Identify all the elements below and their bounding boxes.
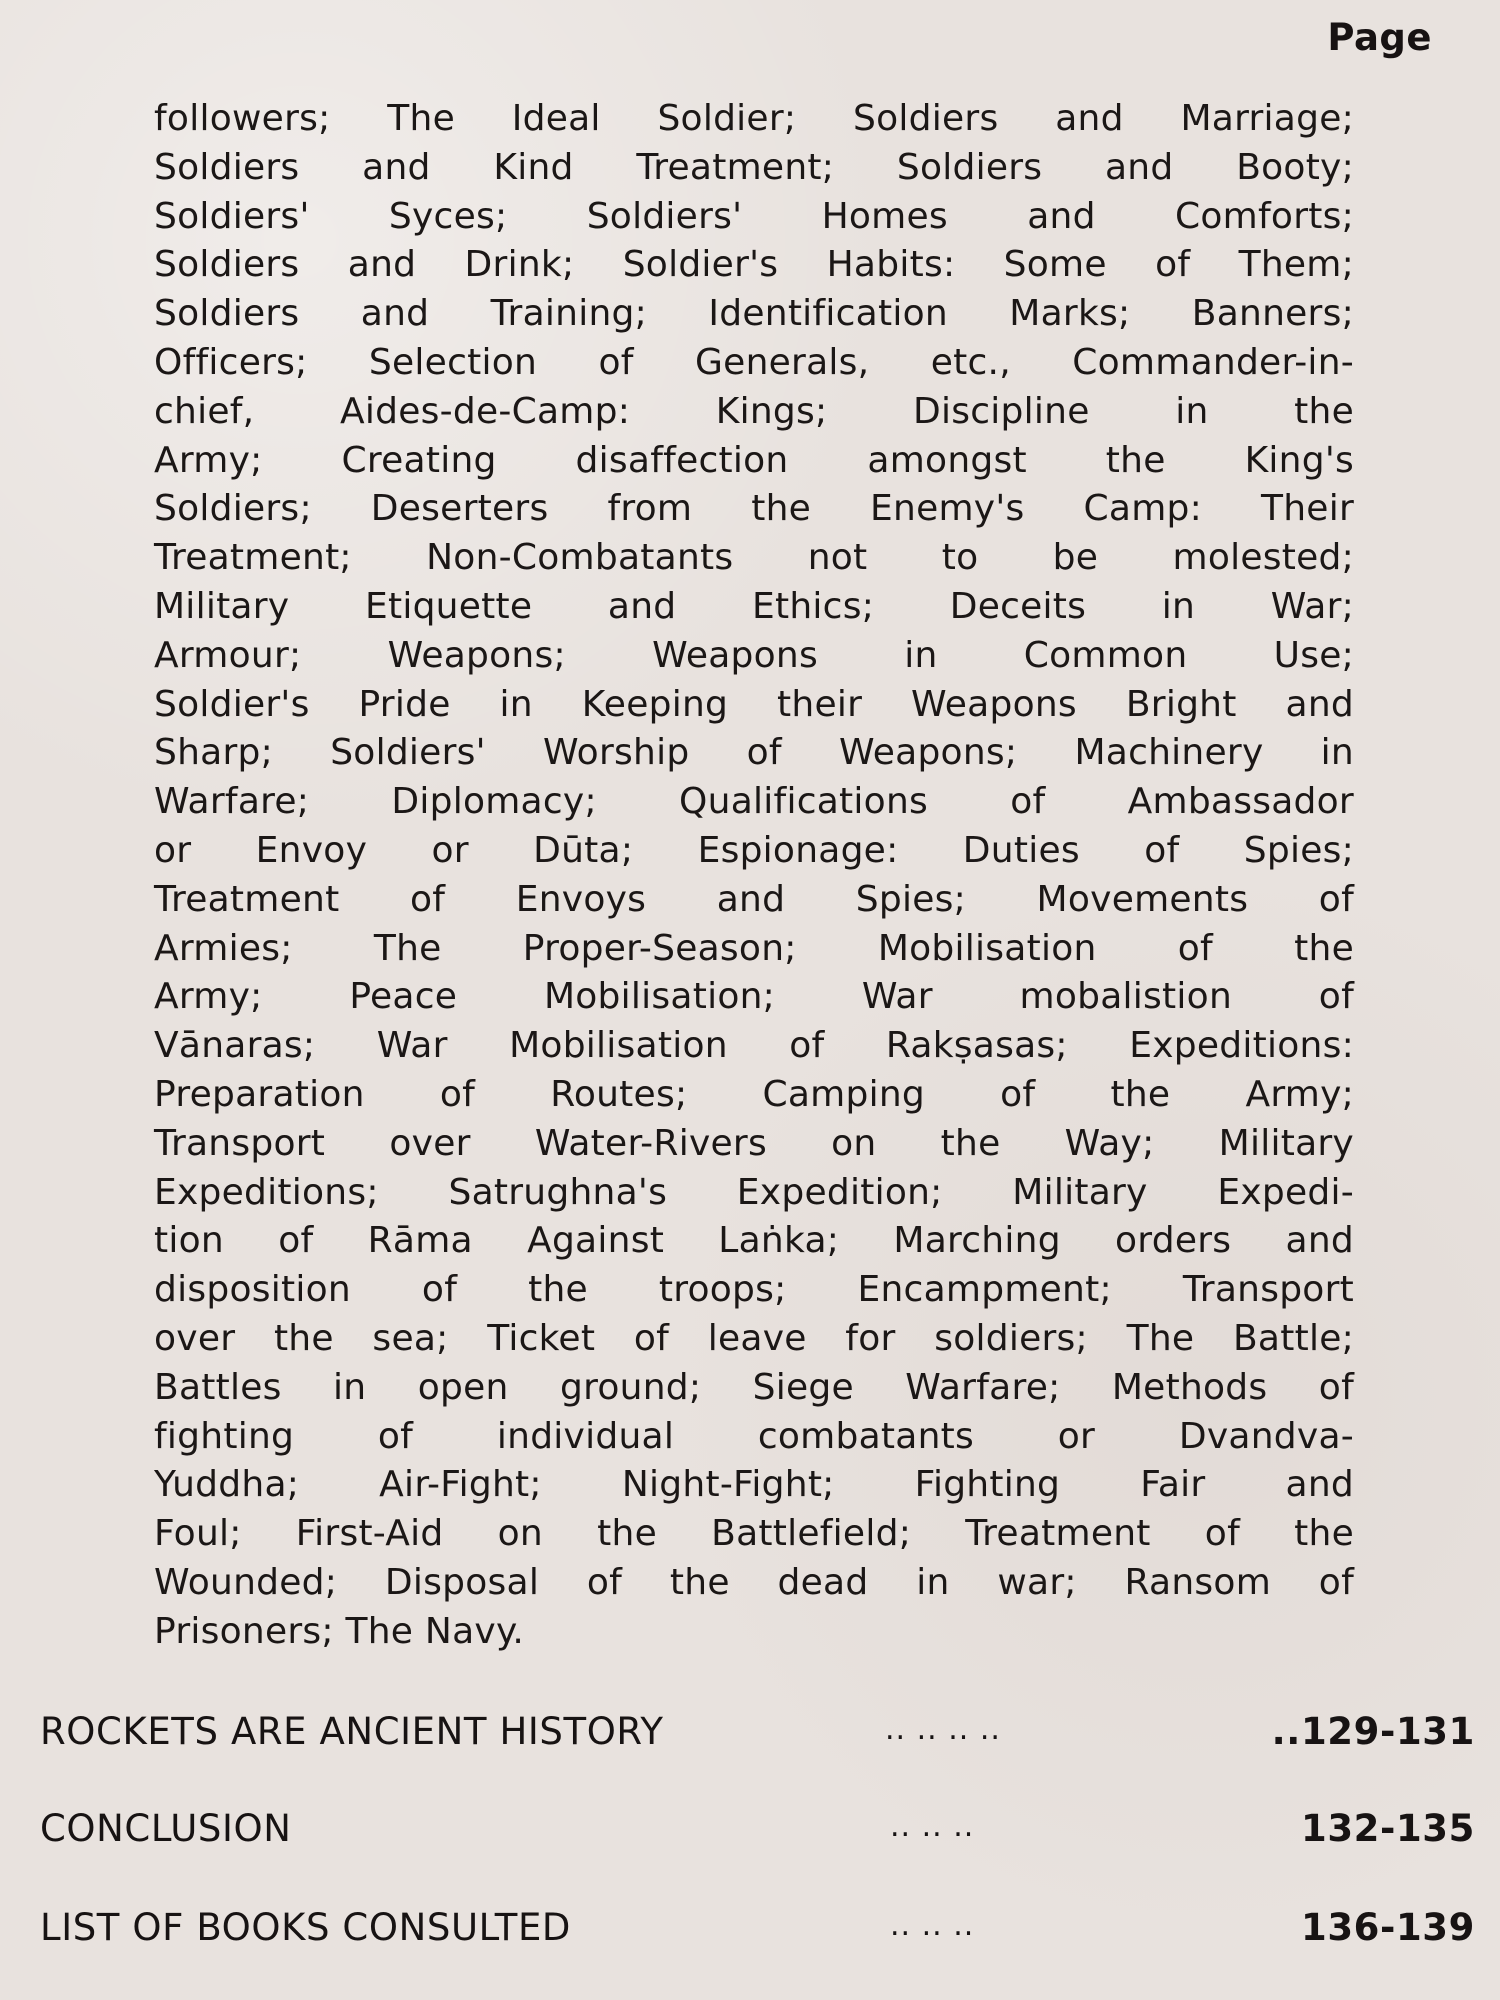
text-line: over the sea; Ticket of leave for soldiers; The Battle; [154, 1317, 1354, 1359]
text-line: Soldiers; Deserters from the Enemy's Camp: Their [154, 488, 1354, 530]
text-line: Armies; The Proper-Season; Mobilisation of the [154, 927, 1354, 969]
text-line: Soldiers and Drink; Soldier's Habits: Some of Them; [154, 244, 1354, 286]
text-line: Army; Creating disaffection amongst the King's [154, 439, 1354, 481]
toc-entry-title: ROCKETS ARE ANCIENT HISTORY [40, 1710, 664, 1753]
toc-page-range: 136-139 [1300, 1906, 1475, 1949]
text-line: Prisoners; The Navy. [154, 1610, 525, 1652]
text-line: Wounded; Disposal of the dead in war; Ransom of [154, 1561, 1354, 1603]
toc-entry-rockets [40, 1710, 1475, 1764]
text-line: Treatment; Non-Combatants not to be molested; [154, 537, 1354, 579]
text-line: disposition of the troops; Encampment; Transport [154, 1269, 1354, 1311]
text-line: Soldier's Pride in Keeping their Weapons Bright and [154, 683, 1354, 725]
text-line: Sharp; Soldiers' Worship of Weapons; Machinery in [154, 732, 1354, 774]
text-line: Vānaras; War Mobilisation of Rakṣasas; Expeditions: [154, 1025, 1354, 1067]
text-line: Military Etiquette and Ethics; Deceits in War; [154, 585, 1354, 627]
text-line: Preparation of Routes; Camping of the Army; [154, 1073, 1354, 1115]
text-line: Officers; Selection of Generals, etc., Commander-in- [154, 341, 1354, 383]
text-line: Foul; First-Aid on the Battlefield; Treatment of the [154, 1513, 1354, 1555]
toc-entry-books-consulted [40, 1906, 1475, 1960]
text-line: Transport over Water-Rivers on the Way; Military [154, 1122, 1354, 1164]
toc-page-range: ..129-131 [1271, 1710, 1475, 1753]
text-line: Yuddha; Air-Fight; Night-Fight; Fighting Fair and [154, 1464, 1354, 1506]
toc-dot-leader: .. .. .. [890, 1908, 975, 1943]
text-line: chief, Aides-de-Camp: Kings; Discipline in the [154, 390, 1354, 432]
text-line: or Envoy or Dūta; Espionage: Duties of Spies; [154, 829, 1354, 871]
text-line: tion of Rāma Against Laṅka; Marching orders and [154, 1220, 1354, 1262]
chapter-contents-paragraph [154, 95, 1354, 1657]
text-line: Armour; Weapons; Weapons in Common Use; [154, 634, 1354, 676]
text-line: Army; Peace Mobilisation; War mobalistion of [154, 976, 1354, 1018]
toc-entry-title: LIST OF BOOKS CONSULTED [40, 1906, 572, 1949]
toc-dot-leader: .. .. .. .. [885, 1712, 1001, 1747]
text-line: followers; The Ideal Soldier; Soldiers and Marriage; [154, 98, 1354, 139]
text-line: Soldiers and Training; Identification Marks; Banners; [154, 293, 1354, 335]
toc-entry-conclusion [40, 1807, 1475, 1861]
text-line: Soldiers' Syces; Soldiers' Homes and Comforts; [154, 195, 1354, 237]
page-column-label: Page [1327, 16, 1432, 59]
text-line: Treatment of Envoys and Spies; Movements of [154, 878, 1354, 920]
text-line: Battles in open ground; Siege Warfare; Methods of [154, 1366, 1354, 1408]
toc-page-range: 132-135 [1300, 1807, 1475, 1850]
text-line: Warfare; Diplomacy; Qualifications of Ambassador [154, 781, 1354, 823]
toc-dot-leader: .. .. .. [890, 1809, 975, 1844]
text-line: fighting of individual combatants or Dvandva- [154, 1415, 1354, 1457]
toc-entry-title: CONCLUSION [40, 1807, 292, 1850]
text-line: Expeditions; Satrughna's Expedition; Military Expedi- [154, 1171, 1354, 1213]
text-line: Soldiers and Kind Treatment; Soldiers and Booty; [154, 146, 1354, 188]
